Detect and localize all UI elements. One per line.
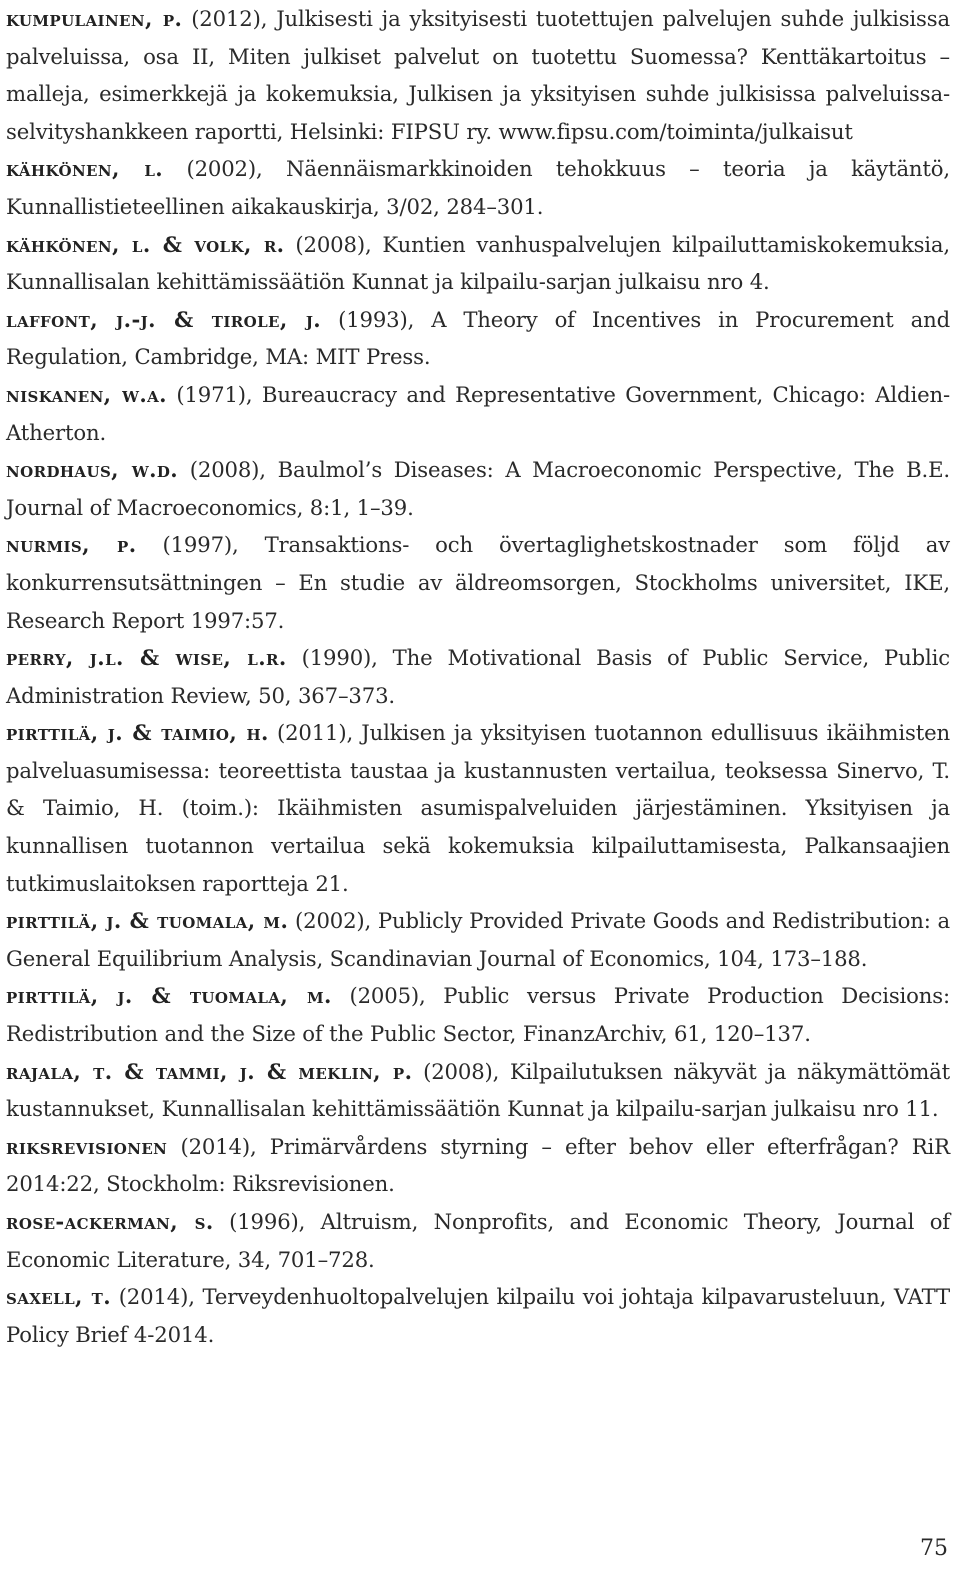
reference-entry xyxy=(6,639,950,714)
reference-author: kähkönen, l. & volk, r. xyxy=(6,231,285,257)
reference-author: riksrevisionen xyxy=(6,1133,168,1159)
reference-author: pirttilä, j. & tuomala, m. xyxy=(6,983,332,1009)
reference-entry xyxy=(6,977,950,1052)
reference-author: rose-ackerman, s. xyxy=(6,1209,214,1234)
reference-author: kumpulainen, p. xyxy=(6,6,183,31)
reference-entry xyxy=(6,714,950,902)
reference-entry xyxy=(6,451,950,526)
reference-entry xyxy=(6,226,950,301)
reference-text: (2002), Publicly Provided Private Goods and Redistribution: a General Equilibrium Analysis, Scandinavian Journal of Economics, 104, 173–188. xyxy=(6,908,950,971)
reference-text: (2008), Kilpailutuksen näkyvät ja näkymättömät kustannukset, Kunnallisalan kehittämissäätiön Kunnat ja kilpailu-sarjan julkaisu nro 11. xyxy=(6,1058,950,1122)
reference-author: pirttilä, j. & taimio, h. xyxy=(6,720,269,746)
reference-entry xyxy=(6,1128,950,1203)
reference-text: (2014), Terveydenhuoltopalvelujen kilpailu voi johtaja kilpavarusteluun, VATT Policy Brief 4-2014. xyxy=(6,1284,950,1347)
reference-entry xyxy=(6,150,950,225)
reference-author: pirttilä, j. & tuomala, m. xyxy=(6,908,289,934)
reference-author: nordhaus, w.d. xyxy=(6,457,179,483)
reference-entry xyxy=(6,902,950,977)
reference-text: (2002), Näennäismarkkinoiden tehokkuus – teoria ja käytäntö, Kunnallistieteellinen aikakauskirja, 3/02, 284–301. xyxy=(6,156,950,219)
reference-text: (2008), Kuntien vanhuspalvelujen kilpailuttamiskokemuksia, Kunnallisalan kehittämissäätiön Kunnat ja kilpailu-sarjan julkaisu nro 4. xyxy=(6,231,950,295)
reference-author: perry, j.l. & wise, l.r. xyxy=(6,645,287,671)
reference-text: (2014), Primärvårdens styrning – efter behov eller efterfrågan? RiR 2014:22, Stockholm: Riksrevisionen. xyxy=(6,1133,950,1197)
reference-text: (1996), Altruism, Nonprofits, and Economic Theory, Journal of Economic Literature, 34, 701–728. xyxy=(6,1209,950,1272)
reference-entry xyxy=(6,376,950,451)
reference-entry xyxy=(6,301,950,376)
reference-text: (1993), A Theory of Incentives in Procurement and Regulation, Cambridge, MA: MIT Press. xyxy=(6,306,950,370)
reference-author: laffont, j.-j. & tirole, j. xyxy=(6,306,322,332)
reference-text: (2005), Public versus Private Production Decisions: Redistribution and the Size of the Public Sector, FinanzArchiv, 61, 120–137. xyxy=(6,983,950,1047)
reference-author: rajala, t. & tammi, j. & meklin, p. xyxy=(6,1058,413,1084)
reference-author: nurmis, p. xyxy=(6,532,137,558)
reference-text: (2012), Julkisesti ja yksityisesti tuotettujen palvelujen suhde julkisissa palveluissa, osa II, Miten julkiset palvelut on tuotettu Suomessa? Kenttäkartoitus – malleja, esimerkkejä ja kokemuksia, Julkisen ja yksityisen suhde julkisissa palveluissa-selvityshankkeen raportti, Helsinki: FIPSU ry. www.fipsu.com/toiminta/julkaisut xyxy=(6,6,950,144)
page-number: 75 xyxy=(920,1536,948,1561)
reference-text: (1990), The Motivational Basis of Public Service, Public Administration Review, 50, 367–373. xyxy=(6,645,950,708)
reference-list xyxy=(6,0,950,1353)
reference-text: (2011), Julkisen ja yksityisen tuotannon edullisuus ikäihmisten palveluasumisessa: teoreettista taustaa ja kustannusten vertailua, teoksessa Sinervo, T. & Taimio, H. (toim.): Ikäihmisten asumispalveluiden järjestäminen. Yksityisen ja kunnallisen tuotannon vertailua sekä kokemuksia kilpailuttamisesta, Palkansaajien tutkimuslaitoksen raportteja 21. xyxy=(6,720,950,896)
reference-entry xyxy=(6,0,950,150)
reference-text: (2008), Baulmol’s Diseases: A Macroeconomic Perspective, The B.E. Journal of Macroeconomics, 8:1, 1–39. xyxy=(6,457,950,520)
reference-entry xyxy=(6,1278,950,1353)
reference-author: kähkönen, l. xyxy=(6,156,164,182)
reference-text: (1971), Bureaucracy and Representative Government, Chicago: Aldien-Atherton. xyxy=(6,381,950,445)
reference-author: saxell, t. xyxy=(6,1284,112,1310)
reference-entry xyxy=(6,1203,950,1278)
reference-entry xyxy=(6,526,950,639)
reference-author: niskanen, w.a. xyxy=(6,381,167,407)
reference-text: (1997), Transaktions- och övertaglighetskostnader som följd av konkurrensutsättningen – En studie av äldreomsorgen, Stockholms universitet, IKE, Research Report 1997:57. xyxy=(6,532,950,633)
reference-entry xyxy=(6,1053,950,1128)
